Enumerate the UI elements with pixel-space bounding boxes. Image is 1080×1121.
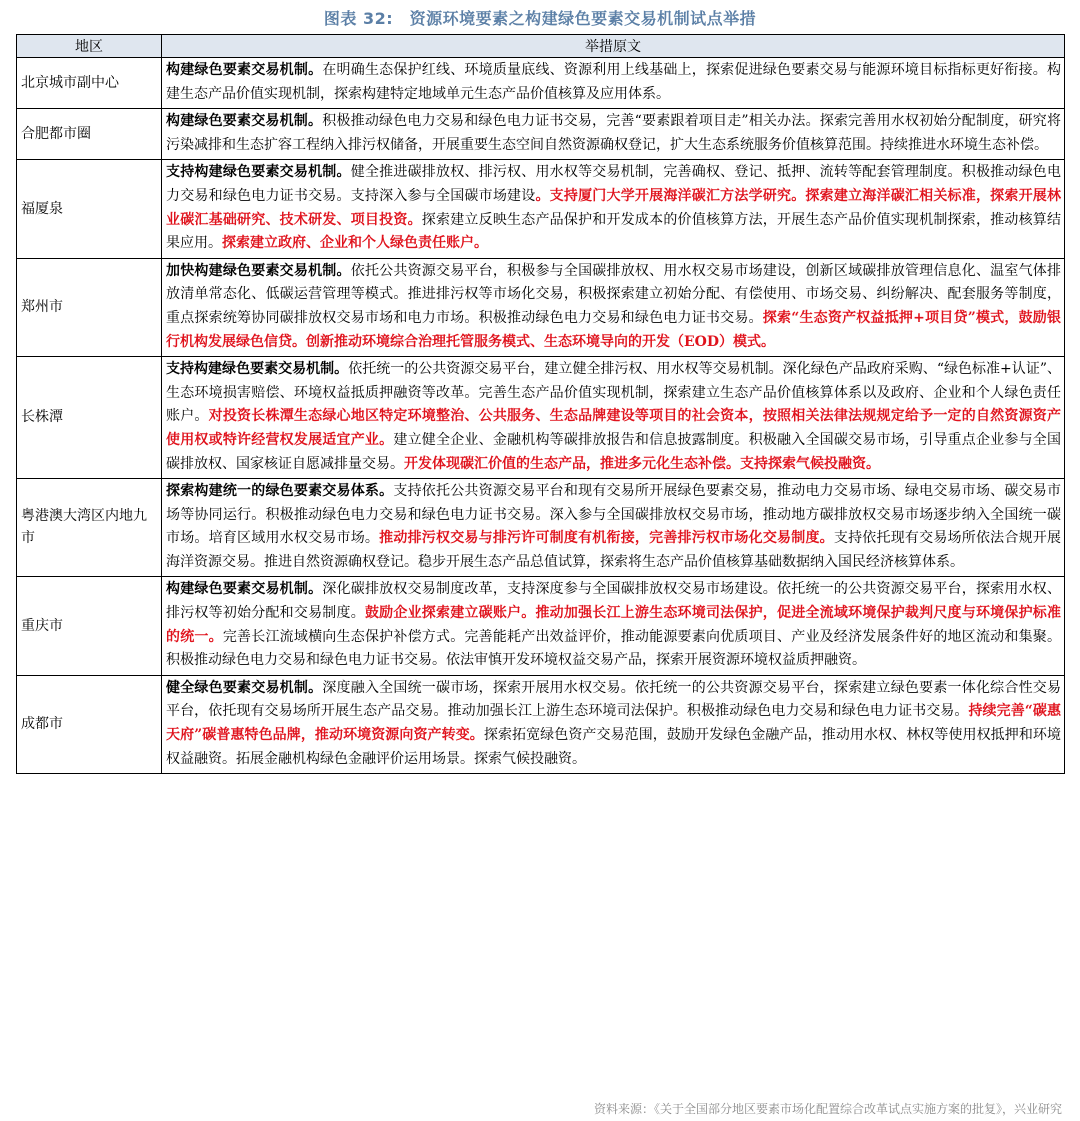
measure-heading: 加快构建绿色要素交易机制。 [166, 262, 351, 279]
measures-cell [162, 109, 1065, 160]
measure-text: 在明确生态保护红线、环境质量底线、资源利用上线基础上，探索促进绿色要素交易与能源环境目标指标更好衔接。构建生态产品价值实现机制，探索构建特定地域单元生态产品价值核算及应用体系。 [166, 62, 1062, 102]
measure-text: 支持依托现有交易场所依法合规开展海洋资源交易。推进自然资源确权登记。稳步开展生态产品总值试算，探索将生态产品价值核算基础数据纳入国民经济核算体系。 [166, 530, 1062, 570]
highlighted-text: 持续完善“碳惠天府”碳普惠特色品牌，推动环境资源向资产转变。 [166, 703, 1061, 744]
measure-heading: 构建绿色要素交易机制。 [166, 62, 323, 78]
table-row [17, 357, 1065, 479]
region-cell: 北京城市副中心 [17, 58, 162, 109]
table-row [17, 58, 1065, 109]
region-cell: 粤港澳大湾区内地九市 [17, 479, 162, 577]
measure-text: 完善长江流域横向生态保护补偿方式。完善能耗产出效益评价，推动能源要素向优质项目、产业及经济发展条件好的地区流动和集聚。积极推动绿色电力交易和绿色电力证书交易。依法审慎开发环境权益交易产品，探索开展资源环境权益质押融资。 [166, 628, 1062, 669]
region-cell: 郑州市 [17, 258, 162, 356]
measure-text: 深化碳排放权交易制度改革，支持深度参与全国碳排放权交易市场建设。依托统一的公共资源交易平台，探索用水权、排污权等初始分配和交易制度。 [166, 581, 1062, 622]
region-cell: 合肥都市圈 [17, 109, 162, 160]
table-row [17, 109, 1065, 160]
table-row [17, 577, 1065, 675]
measure-text: 探索拓宽绿色资产交易范围，鼓励开发绿色金融产品，推动用水权、林权等使用权抵押和环境权益融资。拓展金融机构绿色金融评价运用场景。探索气候投融资。 [166, 727, 1061, 767]
table-header-row [17, 35, 1065, 58]
table-row [17, 675, 1065, 773]
highlighted-text: 开发体现碳汇价值的生态产品，推进多元化生态补偿。支持探索气候投融资。 [404, 455, 880, 472]
figure-title: 图表 32: 资源环境要素之构建绿色要素交易机制试点举措 [323, 9, 757, 28]
highlighted-text: 。支持厦门大学开展海洋碳汇方法学研究。探索建立海洋碳汇相关标准，探索开展林业碳汇基础研究、技术研发、项目投资。 [166, 187, 1061, 228]
region-cell: 长株潭 [17, 357, 162, 479]
measures-table [16, 34, 1065, 774]
measures-cell [162, 479, 1065, 577]
measure-heading: 构建绿色要素交易机制。 [166, 113, 323, 130]
header-measures: 举措原文 [162, 35, 1065, 58]
measure-text: 建立健全企业、金融机构等碳排放报告和信息披露制度。积极融入全国碳交易市场，引导重点企业参与全国碳排放权、国家核证自愿减排量交易。 [166, 431, 1062, 472]
measure-text: 依托统一的公共资源交易平台，建立健全排污权、用水权等交易机制。深化绿色产品政府采购、“绿色标准+认证”、生态环境损害赔偿、环境权益抵质押融资等改革。完善生态产品价值实现机制，探索建立生态产品价值核算体系以及政府、企业和个人绿色责任账户。 [166, 361, 1062, 425]
measures-cell [162, 577, 1065, 675]
measures-cell [162, 675, 1065, 773]
measure-text: 健全推进碳排放权、排污权、用水权等交易机制，完善确权、登记、抵押、流转等配套管理制度。积极推动绿色电力交易和绿色电力证书交易。支持深入参与全国碳市场建设 [166, 164, 1062, 204]
measures-cell [162, 258, 1065, 356]
measure-text: 支持依托公共资源交易平台和现有交易所开展绿色要素交易，推动电力交易市场、绿电交易市场、碳交易市场等协同运行。积极推动绿色电力交易和绿色电力证书交易。深入参与全国碳排放权交易市场，推动地方碳排放权交易市场逐步纳入全国统一碳市场。培育区域用水权交易市场。 [166, 483, 1062, 547]
source-note: 资料来源：《关于全国部分地区要素市场化配置综合改革试点实施方案的批复》，兴业研究 [593, 1102, 1062, 1116]
measure-heading: 探索构建统一的绿色要素交易体系。 [166, 483, 394, 500]
region-cell: 成都市 [17, 675, 162, 773]
table-row [17, 479, 1065, 577]
table-row [17, 160, 1065, 258]
measure-text: 积极推动绿色电力交易和绿色电力证书交易，完善“要素跟着项目走”相关办法。探索完善用水权初始分配制度，研究将污染减排和生态扩容工程纳入排污权储备，开展重要生态空间自然资源确权登记，扩大生态系统服务价值核算范围。持续推进水环境生态补偿。 [166, 113, 1062, 153]
measure-heading: 健全绿色要素交易机制。 [166, 679, 323, 696]
highlighted-text: 探索建立政府、企业和个人绿色责任账户。 [222, 235, 488, 252]
header-region: 地区 [17, 35, 162, 58]
measure-heading: 构建绿色要素交易机制。 [166, 581, 323, 598]
region-cell: 福厦泉 [17, 160, 162, 258]
measure-heading: 支持构建绿色要素交易机制。 [166, 361, 349, 378]
measures-cell [162, 58, 1065, 109]
highlighted-text: 探索“生态资产权益抵押+项目贷”模式，鼓励银行机构发展绿色信贷。创新推动环境综合治理托管服务模式、生态环境导向的开发（EOD）模式。 [166, 309, 1062, 350]
measures-cell [162, 357, 1065, 479]
measures-cell [162, 160, 1065, 258]
highlighted-text: 鼓励企业探索建立碳账户。推动加强长江上游生态环境司法保护，促进全流域环境保护裁判尺度与环境保护标准的统一。 [166, 605, 1061, 645]
region-cell: 重庆市 [17, 577, 162, 675]
highlighted-text: 推动排污权交易与排污许可制度有机衔接，完善排污权市场化交易制度。 [379, 530, 834, 547]
measure-heading: 支持构建绿色要素交易机制。 [166, 164, 351, 181]
measure-text: 深度融入全国统一碳市场，探索开展用水权交易。依托统一的公共资源交易平台，探索建立绿色要素一体化综合性交易平台，依托现有交易场所开展生态产品交易。推动加强长江上游生态环境司法保护。积极推动绿色电力交易和绿色电力证书交易。 [166, 679, 1062, 720]
measure-text: 依托公共资源交易平台，积极参与全国碳排放权、用水权交易市场建设，创新区域碳排放管理信息化、温室气体排放清单常态化、低碳运营管理等模式。推进排污权等市场化交易，积极探索建立初始分配、有偿使用、市场交易、纠纷解决、配套服务等制度，重点探索统筹协同碳排放权交易市场和电力市场。积极推动绿色电力交易和绿色电力证书交易。 [166, 262, 1062, 326]
measure-text: 探索建立反映生态产品保护和开发成本的价值核算方法，开展生态产品价值实现机制探索，推动核算结果应用。 [166, 211, 1062, 252]
highlighted-text: 对投资长株潭生态绿心地区特定环境整治、公共服务、生态品牌建设等项目的社会资本，按照相关法律法规规定给予一定的自然资源资产使用权或特许经营权发展适宜产业。 [166, 408, 1062, 448]
table-row [17, 258, 1065, 356]
